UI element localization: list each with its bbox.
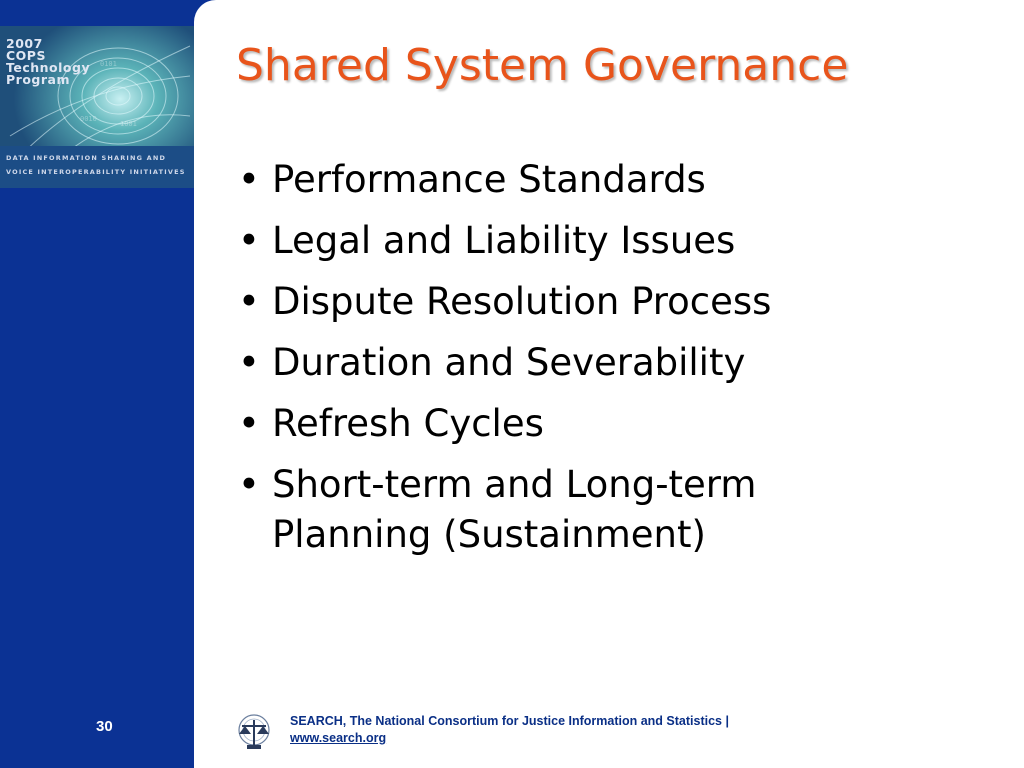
svg-text:0010: 0010 — [80, 115, 97, 123]
logo-title-line: 2007 — [6, 36, 43, 51]
bullet-marker: • — [238, 280, 260, 323]
logo-title — [6, 38, 90, 86]
bullet-list — [238, 155, 858, 571]
bullet-item — [238, 216, 858, 266]
svg-text:1001: 1001 — [120, 120, 137, 128]
footer-website-link[interactable]: www.search.org — [290, 731, 387, 745]
bullet-text: Refresh Cycles — [272, 402, 544, 445]
bullet-text: Short-term and Long-term Planning (Sustainment) — [272, 463, 757, 556]
bullet-marker: • — [238, 219, 260, 262]
cops-program-logo — [0, 26, 194, 188]
logo-title-line: Program — [6, 72, 70, 87]
bullet-marker: • — [238, 158, 260, 201]
bullet-marker: • — [238, 463, 260, 506]
bullet-item — [238, 277, 858, 327]
slide-content — [194, 0, 1024, 768]
slide-title: Shared System Governance — [236, 40, 849, 91]
slide-number: 30 — [96, 718, 113, 735]
bullet-text: Performance Standards — [272, 158, 706, 201]
bullet-item — [238, 460, 858, 560]
bullet-item — [238, 399, 858, 449]
footer-org-name: SEARCH, The National Consortium for Justice Information and Statistics | — [290, 714, 729, 728]
logo-title-line: COPS — [6, 48, 46, 63]
footer — [290, 713, 729, 747]
bullet-text: Duration and Severability — [272, 341, 746, 384]
scales-of-justice-icon — [236, 712, 272, 752]
logo-tagline-1: DATA INFORMATION SHARING AND — [6, 154, 167, 162]
bullet-text: Dispute Resolution Process — [272, 280, 772, 323]
logo-tagline-band — [0, 146, 194, 188]
svg-text:0101: 0101 — [100, 60, 117, 68]
bullet-item — [238, 338, 858, 388]
bullet-marker: • — [238, 402, 260, 445]
bullet-marker: • — [238, 341, 260, 384]
logo-tagline-2: VOICE INTEROPERABILITY INITIATIVES — [6, 168, 186, 176]
logo-title-line: Technology — [6, 60, 91, 75]
sidebar — [0, 0, 200, 768]
bullet-text: Legal and Liability Issues — [272, 219, 736, 262]
bullet-item — [238, 155, 858, 205]
